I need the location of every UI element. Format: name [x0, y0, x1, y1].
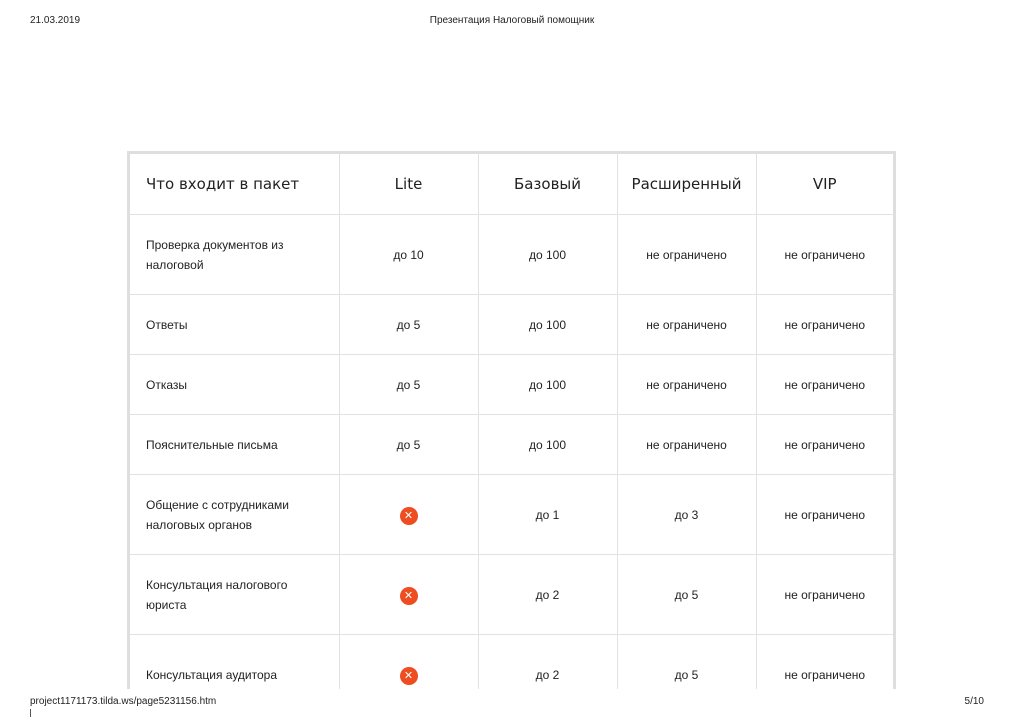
lite-cell — [339, 475, 478, 555]
not-included-icon: ✕ — [400, 507, 418, 525]
not-included-icon: ✕ — [400, 587, 418, 605]
vip-cell: не ограничено — [756, 555, 893, 635]
vip-cell: не ограничено — [756, 215, 893, 295]
feature-cell: Консультация аудитора — [130, 635, 339, 690]
extended-cell: не ограничено — [617, 355, 756, 415]
vip-cell: не ограничено — [756, 355, 893, 415]
base-cell: до 100 — [478, 355, 617, 415]
pricing-table-container — [127, 151, 896, 689]
feature-cell: Консультация налогового юриста — [130, 555, 339, 635]
not-included-icon: ✕ — [400, 667, 418, 685]
table-row — [130, 355, 893, 415]
lite-cell: до 5 — [339, 415, 478, 475]
extended-cell: до 5 — [617, 635, 756, 690]
feature-cell: Отказы — [130, 355, 339, 415]
lite-cell: до 5 — [339, 355, 478, 415]
base-cell: до 100 — [478, 415, 617, 475]
header-vip: VIP — [756, 154, 893, 215]
base-cell: до 2 — [478, 635, 617, 690]
header-feature: Что входит в пакет — [130, 154, 339, 215]
header-extended: Расширенный — [617, 154, 756, 215]
page-number: 5/10 — [964, 696, 984, 707]
table-row — [130, 415, 893, 475]
table-row — [130, 555, 893, 635]
feature-cell: Общение с сотрудниками налоговых органов — [130, 475, 339, 555]
vip-cell: не ограничено — [756, 475, 893, 555]
lite-cell: до 5 — [339, 295, 478, 355]
footer-tick-mark — [30, 709, 31, 717]
lite-cell: до 10 — [339, 215, 478, 295]
lite-cell — [339, 555, 478, 635]
extended-cell: не ограничено — [617, 295, 756, 355]
pricing-table — [130, 154, 893, 689]
table-row — [130, 475, 893, 555]
extended-cell: до 3 — [617, 475, 756, 555]
header-base: Базовый — [478, 154, 617, 215]
lite-cell — [339, 635, 478, 690]
table-row — [130, 215, 893, 295]
document-title: Презентация Налоговый помощник — [429, 15, 595, 26]
extended-cell: не ограничено — [617, 215, 756, 295]
print-date: 21.03.2019 — [30, 15, 81, 26]
feature-cell: Ответы — [130, 295, 339, 355]
vip-cell: не ограничено — [756, 295, 893, 355]
feature-cell: Пояснительные письма — [130, 415, 339, 475]
table-row — [130, 635, 893, 690]
vip-cell: не ограничено — [756, 415, 893, 475]
extended-cell: до 5 — [617, 555, 756, 635]
table-header-row — [130, 154, 893, 215]
base-cell: до 2 — [478, 555, 617, 635]
base-cell: до 100 — [478, 215, 617, 295]
base-cell: до 1 — [478, 475, 617, 555]
table-row — [130, 295, 893, 355]
vip-cell: не ограничено — [756, 635, 893, 690]
header-lite: Lite — [339, 154, 478, 215]
base-cell: до 100 — [478, 295, 617, 355]
feature-cell: Проверка документов из налоговой — [130, 215, 339, 295]
page-url: project1171173.tilda.ws/page5231156.htm — [30, 696, 217, 707]
extended-cell: не ограничено — [617, 415, 756, 475]
